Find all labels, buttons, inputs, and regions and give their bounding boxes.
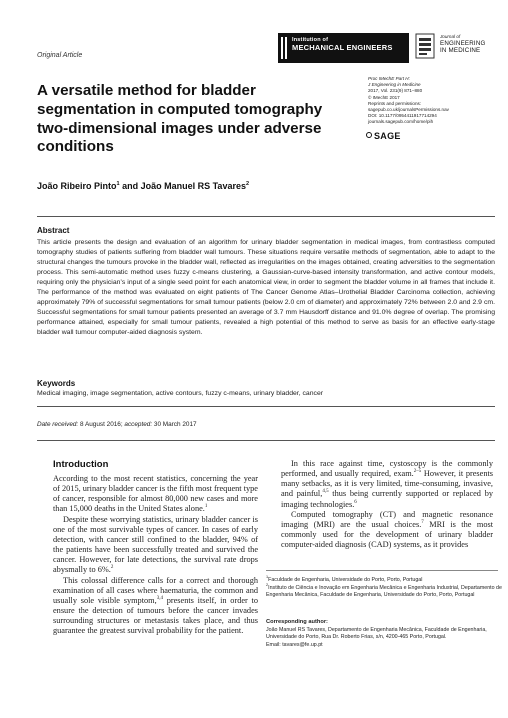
corresponding-address: João Manuel RS Tavares, Departamento de Engenharia Mecânica, Faculdade de Engenharia, Universidade do Porto, Rua Dr. Roberto Frias, s/n, 4200-465 Porto, Portugal. [266, 626, 487, 641]
divider-dates [37, 440, 495, 441]
sage-logo-icon [366, 132, 372, 138]
publisher-logo-line1: Institution of [292, 37, 329, 43]
keywords-heading: Keywords [37, 379, 76, 388]
meta-reprints: Reprints and permissions: [368, 100, 422, 106]
meta-doi[interactable]: DOI: 10.1177/0954411917714294 [368, 113, 437, 119]
author-and: and [119, 181, 141, 191]
meta-volume: 2017, Vol. 231(9) 871–880 [368, 88, 423, 94]
sage-logo: SAGE [374, 131, 401, 141]
intro-paragraph-5: Computed tomography (CT) and magnetic resonance imaging (MRI) are the usual choices.$^7$ MRI is the most commonly used for the development of urinary bladder computer-aided diagnosis (CAD) systems, as it provides [281, 509, 494, 550]
date-received: 8 August 2016; [78, 421, 125, 428]
intro-paragraph-1: According to the most recent statistics, concerning the year of 2015, urinary bladder cancer is the fifth most frequent type of cancer, responsible for almost 80,000 new cases and more than 15,000 deaths in the United States alone.$^1$ [53, 474, 258, 514]
meta-home[interactable]: journals.sagepub.com/home/pih [368, 119, 434, 125]
publication-metadata [368, 76, 503, 126]
affiliation-2: $^2$Instituto de Ciência e Inovação em Engenharia Mecânica e Engenharia Industrial, Departamento de Engenharia Mecânica, Faculdade de Engenharia, Universidade do Porto, Porto, Portugal [266, 582, 502, 599]
divider-keywords [37, 406, 495, 407]
journal-emblem-icon [414, 33, 436, 59]
abstract-heading: Abstract [37, 226, 70, 235]
affiliation-1: $^1$Faculdade de Engenharia, Universidade do Porto, Porto, Portugal [266, 575, 423, 583]
intro-paragraph-3: This colossal difference calls for a correct and thorough examination of all cases where haematuria, the common and usually sole visible symptom,$^{3,4}$ presents itself, in order to ensure the detection of tumours before the cancer invades surrounding structures or metastasis takes place, and thus guarantee the greatest survival probability for the patient. [53, 575, 259, 636]
publisher-logo-line2: MECHANICAL ENGINEERS [292, 43, 393, 52]
author-2-affil: 2 [245, 181, 250, 187]
publisher-logo [278, 33, 409, 63]
intro-paragraph-4: In this race against time, cystoscopy is the commonly performed, and usually required, exam.$^{2-5}$ However, it presents many setbacks, as it is very limited, time-consuming, invasive, and painful,$^{4,5}$ thus being currently supported or replaced by imaging technologies.$^6$ [281, 459, 494, 509]
author-1: João Ribeiro Pinto [37, 181, 117, 191]
corresponding-email[interactable]: Email: tavares@fe.up.pt [266, 641, 323, 648]
meta-journal: Proc IMechE Part H: [368, 76, 410, 81]
intro-column-right [281, 459, 493, 550]
author-list [37, 181, 249, 191]
corresponding-author [266, 619, 502, 649]
journal-logo [414, 31, 494, 65]
journal-logo-line1: Journal of [440, 34, 461, 39]
article-type: Original Article [37, 52, 83, 59]
abstract-text: This article presents the design and evaluation of an algorithm for urinary bladder segmentation in medical images, from contrastless computed tomography studies of patients suffering from bladder wall tumours. These situations require versatile methods of segmentation, able to adapt to the structural changes the tumours provoke in the bladder wall, reflected as irregularities on the images obtained, creating adversities to the segmentation process. This semi-automatic method uses fuzzy c-means clustering, a Gaussian-curve-based intensity transformation, and active contour models, requiring only the physician’s input of a single seed point for each anatomical view, in order to segment the bladder volume in all frames that include it. The performance of the method was evaluated on eight patients of The Cancer Genome Atlas–Urothelial Bladder Carcinoma collection, achieving approximately 79% of successful segmentations for small tumour patients (below 2.0 cm of diameter) and approximately 72% between 2.0 and 2.9 cm. Successful segmentations for small tumour patients presented an average of 3.7 mm Hausdorff distance and 91.0% degree of overlap. The promising performance attained, especially for small tumour patients, revealed a high potential of this method to serve as basis for an effective early-stage bladder wall tumour computer-aided diagnosis system. [37, 239, 495, 336]
date-accepted: 30 March 2017 [152, 421, 197, 428]
corresponding-heading: Corresponding author: [266, 619, 328, 625]
footnote-divider [266, 570, 498, 571]
keywords-text: Medical imaging, image segmentation, active contours, fuzzy c-means, urinary bladder, cancer [37, 390, 324, 397]
date-received-label: Date received: [37, 421, 79, 428]
meta-reprints-url[interactable]: sagepub.co.uk/journalsPermissions.nav [368, 107, 449, 113]
intro-paragraph-2: Despite these worrying statistics, urinary bladder cancer is one of the most survivable types of cancer. In cases of early detection, with cancer still confined to the bladder, 94% of the patients have been successfully treated and survived the cancer. However, for late detections, the survival rate drops abysmally to 6%.$^2$ [53, 514, 258, 575]
affiliations [266, 577, 502, 600]
imeche-mark-icon [281, 37, 287, 59]
intro-column-left [53, 474, 258, 637]
author-2: João Manuel RS Tavares [140, 181, 246, 191]
divider-top [37, 216, 495, 217]
article-title: A versatile method for bladder segmentation in computed tomography two-dimensional images under adverse conditions [37, 82, 323, 156]
introduction-heading: Introduction [53, 459, 109, 470]
meta-journal2: J Engineering in Medicine [368, 82, 421, 88]
journal-logo-line2: ENGINEERING IN MEDICINE [440, 40, 486, 54]
meta-copyright: © IMechE 2017 [368, 94, 400, 100]
dates-line [37, 421, 197, 428]
date-accepted-label: accepted: [124, 421, 153, 428]
author-1-affil: 1 [116, 181, 120, 187]
